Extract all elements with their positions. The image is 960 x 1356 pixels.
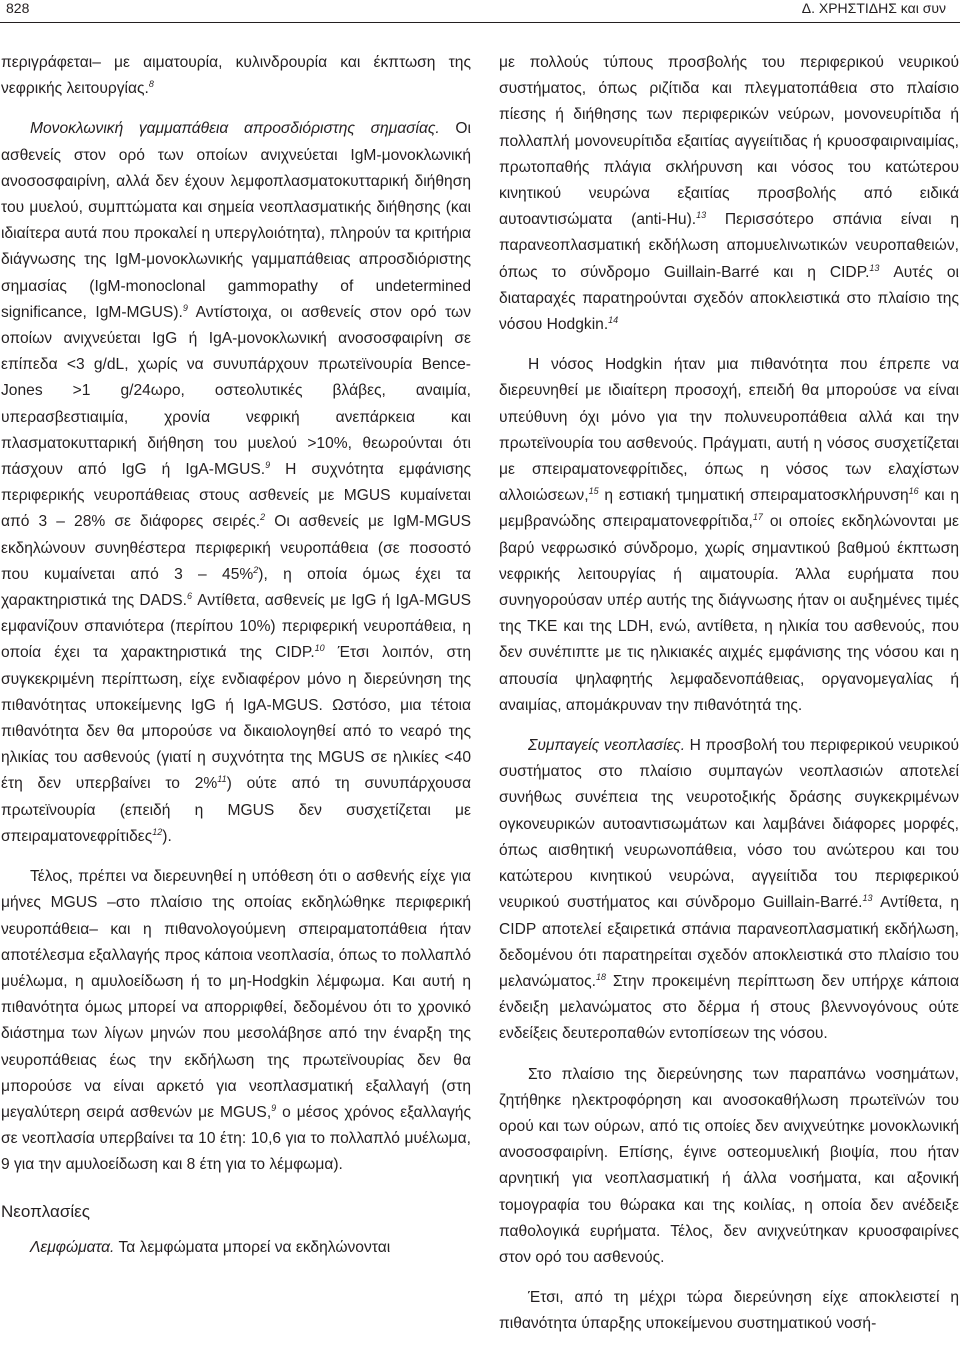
reference-mark: 6	[186, 591, 192, 602]
paragraph	[1, 50, 471, 102]
paragraph-text: ο μέσος χρόνος εξαλλαγής σε νεοπλασία υπερβαίνει τα 10 έτη: 10,6 για το πολλαπλό μυέλωμα, 9 για την αμυλοείδωση και 8 έτη για το λέμφωμα).	[1, 1103, 471, 1174]
paragraph-solid-tumors	[499, 733, 959, 1047]
reference-mark: 8	[148, 79, 154, 90]
paragraph	[499, 50, 959, 338]
paragraph-text: Αυτές οι διαταραχές παρατηρούνται σχεδόν αποκλειστικά στο πλαίσιο της νόσου Hodgkin.	[499, 263, 960, 334]
reference-mark: 9	[182, 302, 188, 313]
paragraph-text: με πολλούς τύπους προσβολής του περιφερικού νευρικού συστήματος, όπως ριζίτιδα και πλεγματοπάθεια στο πλαίσιο πίεσης ή διήθησης των περιφερικών νεύρων, μονονευρίτιδα ή πολλαπλή μονονευρίτιδα εξαιτίας αγγειίτιδας ή κρυοσφαιριναιμίας, πρωτοπαθής πλάγια σκλήρυνση και νόσος του κατώτερου κινητικού νευρώνα εξαιτίας προσβολής από ειδικά αυτοαντισώματα (anti-Hu).	[499, 54, 959, 229]
paragraph-text: Αντίθετα, η CIDP αποτελεί εξαιρετικά σπάνια παρανεοπλασματική εκδήλωση, δεδομένου ότι παρατηρείται σχεδόν αποκλειστικά στο πλαίσιο του μελανώματος.	[499, 894, 959, 990]
reference-mark: 16	[908, 486, 919, 497]
reference-mark: 13	[696, 210, 707, 221]
reference-mark: 2	[253, 564, 259, 575]
subsection-lead: Μονοκλωνική γαμμαπάθεια απροσδιόριστης σημασίας.	[30, 120, 440, 138]
paragraph-text: η εστιακή τμηματική σπειραματοσκλήρυνση	[598, 487, 909, 505]
paragraph-text: Η προσβολή του περιφερικού νευρικού συστήματος στο πλαίσιο συμπαγών νεοπλασιών αποτελεί συνήθως συνέπεια της νευροτοξικής δράσης συγκεκριμένων ογκονευρικών αυτοαντισωμάτων και λαμβάνει διάφορες μορφές, όπως αισθητική νευρωνοπάθεια, νόσο του ανώτερου και του κατώτερου κινητικού νευρώνα, αγγειίτιδα του περιφερικού νευρικού συστήματος και σύνδρομο Guillain-Barré.	[499, 737, 959, 912]
section-heading: Νεοπλασίες	[1, 1201, 90, 1221]
paragraph-text: ) ούτε από τη συνυπάρχουσα πρωτεϊνουρία (επειδή η MGUS δεν συσχετίζεται με σπειραματονεφρίτιδες	[1, 775, 471, 845]
paragraph-text: και η μεμβρανώδης σπειραματονεφρίτιδα,	[499, 487, 959, 531]
reference-mark: 9	[265, 460, 271, 471]
paragraph-text: Η συχνότητα εμφάνισης περιφερικής νευροπάθειας στους ασθενείς με MGUS κυμαίνεται από 3 – 28% σε διάφορες σειρές.	[1, 461, 471, 531]
left-column	[1, 50, 471, 1261]
paragraph-text: Αντίθετα, ασθενείς με IgG ή IgA-MGUS εμφανίζουν σπανιότερα (περίπου 10%) περιφερική νευροπάθεια, η οποία έχει τα χαρακτηριστικά της CIDP.	[1, 592, 471, 662]
paragraph-text: ).	[162, 827, 172, 845]
reference-mark: 17	[752, 512, 763, 523]
reference-mark: 14	[608, 315, 619, 326]
reference-mark: 13	[862, 893, 873, 904]
paragraph-workup	[499, 1062, 959, 1272]
paragraph-mgus	[1, 116, 471, 850]
paragraph-transformation	[1, 864, 471, 1178]
paragraph-text: Έτσι, από τη μέχρι τώρα διερεύνηση είχε αποκλειστεί η πιθανότητα ύπαρξης υποκείμενου συστηματικού νοσή-	[499, 1289, 959, 1333]
right-column	[499, 50, 959, 1338]
paragraph-lymphomas	[1, 1235, 471, 1261]
page-header	[0, 0, 960, 22]
page-number: 828	[6, 0, 30, 16]
paragraph-text: Οι ασθενείς στον ορό των οποίων ανιχνεύεται IgM-μονοκλωνική ανοσοσφαιρίνη, αλλά δεν έχουν λεμφοπλασματοκυτταρική διήθηση του μυελού, συμπτώματα και σημεία νεοπλασματικής διήθησης (και ιδιαίτερα αυτά που προκαλεί η υπεργλοιότητα), πληρούν τα κριτήρια διάγνωσης της IgM-μονοκλωνικής γαμμαπάθειας απροσδιόριστης σημασίας (IgM-monoclonal gammopathy of undetermined significance, IgM-MGUS).	[1, 120, 471, 321]
paragraph-text: Αντίστοιχα, οι ασθενείς στον ορό των οποίων ανιχνεύεται IgG ή IgA-μονοκλωνική ανοσοσφαιρίνη σε επίπεδα <3 g/dL, χωρίς να συνυπάρχουν πρωτεϊνουρία Bence-Jones >1 g/24ωρο, οστεολυτικές βλάβες, αναιμία, υπερασβεστιαιμία, χρονία νεφρική ανεπάρκεια και πλασματοκυτταρική διήθηση του μυελού >10%, θεωρούνται ότι πάσχουν από IgG ή IgA-MGUS.	[1, 303, 472, 479]
paragraph-text: Στο πλαίσιο της διερεύνησης των παραπάνω νοσημάτων, ζητήθηκε ηλεκτροφόρηση και ανοσοκαθήλωση πρωτεϊνών του ορού και των ούρων, από τις οποίες δεν ανιχνεύτηκε μονοκλωνική ανοσοσφαιρίνη. Επίσης, έγινε οστεομυελική βιοψία, που ήταν αρνητική για νεοπλασματική ή άλλα νοσήματα, και αξονική τομογραφία του θώρακα και της κοιλίας, η οποία δεν ανέδειξε παθολογικά ευρήματα. Τέλος, δεν ανιχνεύτηκαν κρυοσφαιρίνες στον ορό του ασθενούς.	[499, 1065, 959, 1266]
paragraph-conclusion	[499, 1285, 959, 1337]
running-head: Δ. ΧΡΗΣΤΙΔΗΣ και συν	[801, 0, 946, 16]
paragraph-text: Η νόσος Hodgkin ήταν μια πιθανότητα που έπρεπε να διερευνηθεί με ιδιαίτερη προσοχή, επειδή θα μπορούσε να είναι υπεύθυνη όχι μόνο για την πολυνευροπάθεια αλλά και την πρωτεϊνουρία του ασθενούς. Πράγματι, αυτή η νόσος συσχετίζεται με σπειραματονεφρίτιδες, όπως η νόσος των ελαχίστων αλλοιώσεων,	[499, 356, 959, 505]
paragraph-text: περιγράφεται– με αιματουρία, κυλινδρουρία και έκπτωση της νεφρικής λειτουργίας.	[1, 54, 471, 98]
reference-mark: 10	[314, 643, 325, 654]
subsection-lead: Λεμφώματα.	[30, 1238, 115, 1256]
reference-mark: 11	[217, 774, 227, 785]
paragraph-text: Οι ασθενείς με IgM-MGUS εκδηλώνουν συνηθέστερα περιφερική νευροπάθεια (σε ποσοστό που κυμαίνεται από 3 – 45%	[1, 513, 471, 583]
reference-mark: 12	[152, 826, 163, 837]
paragraph-text: Περισσότερο σπάνια είναι η παρανεοπλασματική εκδήλωση απομυελινωτικών νευροπαθειών, όπως το σύνδρομο Guillain-Barré και η CIDP.	[499, 211, 959, 281]
paragraph-text: Τέλος, πρέπει να διερευνηθεί η υπόθεση ότι ο ασθενής είχε για μήνες MGUS –στο πλαίσιο της οποίας εκδηλώθηκε περιφερική νευροπάθεια– και η πιθανολογούμενη σπειραματοπάθεια ήταν αποτέλεσμα εξαλλαγής προς κάποια νεοπλασία, όπως το πολλαπλό μυέλωμα, η αμυλοείδωση ή το μη-Hodgkin λέμφωμα. Και αυτή η πιθανότητα όμως μπορεί να απορριφθεί, δεδομένου ότι το χρονικό διάστημα των λίγων μηνών που μεσολάβησε από την έναρξη της νευροπάθειας έως την εκδήλωση της πρωτεϊνουρίας δεν θα μπορούσε να είναι αρκετό για νεοπλασματική εξαλλαγή (στη μεγαλύτερη σειρά ασθενών με MGUS,	[1, 868, 471, 1121]
paragraph-text: Τα λεμφώματα μπορεί να εκδηλώνονται	[114, 1238, 391, 1256]
paragraph-text: ), η οποία όμως έχει τα χαρακτηριστικά της DADS.	[1, 565, 472, 610]
paragraph-text: οι οποίες εκδηλώνονται με βαρύ νεφρωσικό σύνδρομο, χωρίς σημαντικού βαθμού έκπτωση νεφρικής λειτουργίας ή αιματουρία. Άλλα ευρήματα που συνηγορούσαν υπέρ αυτής της διάγνωσης ήταν οι αυξημένες τιμές της ΤΚΕ και της LDH, ενώ, αντίθετα, η ηλικία του ασθενούς, που δεν συνέπιπτε με τις ηλικιακές αιχμές εμφάνισης της νόσου και η απουσία ψηλαφητής λεμφαδενοπάθειας, οργανομεγαλίας ή αναιμίας, απομάκρυναν την πιθανότητά της.	[499, 513, 960, 714]
reference-mark: 2	[260, 512, 266, 523]
reference-mark: 9	[271, 1102, 277, 1113]
paragraph-hodgkin	[499, 352, 959, 719]
header-rule	[0, 22, 960, 23]
paragraph-text: Έτσι λοιπόν, στη συγκεκριμένη περίπτωση, είχε ενδιαφέρον μόνο η διερεύνηση της πιθανότητας υποκείμενης IgG ή IgA-MGUS. Ωστόσο, μια τέτοια πιθανότητα δεν θα μπορούσε να δικαιολογηθεί από το νεαρό της ηλικίας του ασθενούς (γιατί η συχνότητα της MGUS σε ηλικίες <40 έτη δεν υπερβαίνει το 2%	[1, 644, 471, 793]
reference-mark: 18	[595, 971, 606, 982]
subsection-lead: Συμπαγείς νεοπλασίες.	[528, 737, 686, 755]
paragraph-text: Στην προκειμένη περίπτωση δεν υπήρχε κάποια ένδειξη μελανώματος στο δέρμα ή στους βλεννογόνους ούτε ενδείξεις δευτεροπαθών εντοπίσεων της νόσου.	[499, 972, 959, 1043]
reference-mark: 15	[588, 486, 599, 497]
reference-mark: 13	[869, 262, 880, 273]
